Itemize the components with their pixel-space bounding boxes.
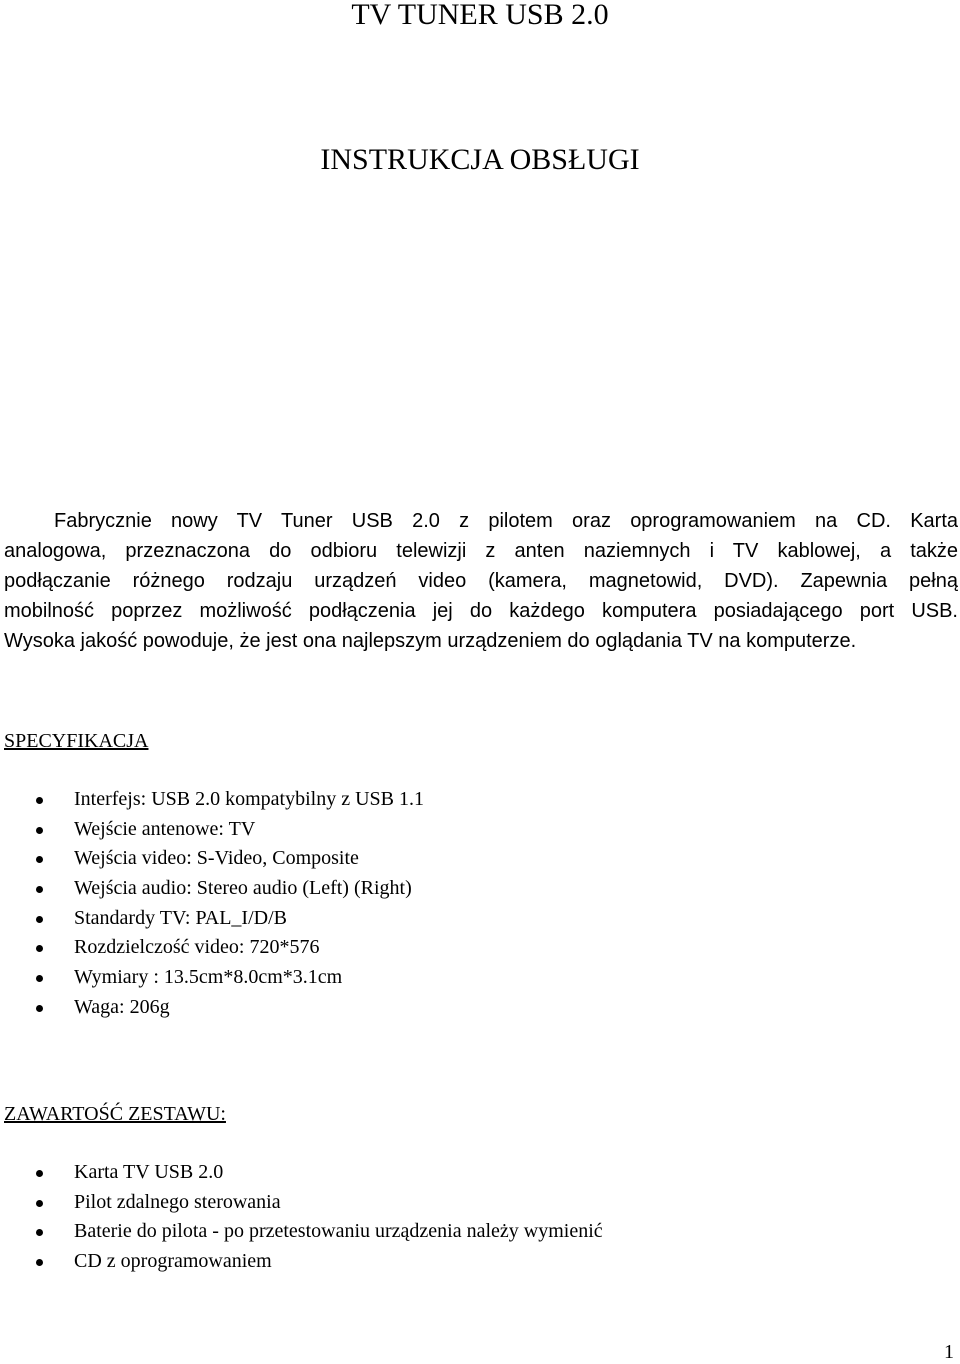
bullet-icon xyxy=(36,1005,43,1012)
intro-line: Wysoka jakość powoduje, że jest ona najlepszym urządzeniem do oglądania TV na komputerze. xyxy=(4,630,857,652)
package-contents-heading: ZAWARTOŚĆ ZESTAWU: xyxy=(4,1103,226,1125)
intro-line: Fabrycznie nowy TV Tuner USB 2.0 z pilotem oraz oprogramowaniem na CD. Karta xyxy=(54,510,958,532)
list-item-text: Wymiary : 13.5cm*8.0cm*3.1cm xyxy=(74,966,343,989)
list-item-text: Karta TV USB 2.0 xyxy=(74,1161,224,1183)
list-item-text: Waga: 206g xyxy=(74,995,170,1018)
document-title: TV TUNER USB 2.0 xyxy=(351,0,609,31)
bullet-icon xyxy=(36,945,43,952)
bullet-icon xyxy=(36,916,43,923)
list-item-text: Standardy TV: PAL_I/D/B xyxy=(74,906,287,929)
list-item-text: Baterie do pilota - po przetestowaniu urządzenia należy wymienić xyxy=(74,1220,603,1243)
list-item-text: CD z oprogramowaniem xyxy=(74,1250,272,1273)
list-item-text: Interfejs: USB 2.0 kompatybilny z USB 1.1 xyxy=(74,788,424,810)
list-item-text: Wejścia video: S-Video, Composite xyxy=(74,847,359,870)
list-item-text: Wejście antenowe: TV xyxy=(74,817,256,840)
document-subtitle: INSTRUKCJA OBSŁUGI xyxy=(320,143,640,176)
specification-heading: SPECYFIKACJA xyxy=(4,730,149,752)
intro-line: mobilność poprzez możliwość podłączenia jej do każdego komputera posiadającego port USB. xyxy=(4,600,958,622)
bullet-icon xyxy=(36,886,43,893)
list-item-text: Rozdzielczość video: 720*576 xyxy=(74,936,320,959)
intro-line: analogowa, przeznaczona do odbioru telewizji z anten naziemnych i TV kablowej, a także xyxy=(4,540,958,562)
bullet-icon xyxy=(36,1229,43,1236)
intro-paragraph xyxy=(4,506,958,656)
bullet-icon xyxy=(36,975,43,982)
list-item-text: Wejścia audio: Stereo audio (Left) (Right) xyxy=(74,877,412,900)
bullet-icon xyxy=(36,827,43,834)
bullet-icon xyxy=(36,797,43,804)
list-item-text: Pilot zdalnego sterowania xyxy=(74,1190,281,1213)
bullet-icon xyxy=(36,1200,43,1207)
bullet-icon xyxy=(36,1259,43,1266)
intro-line: podłączanie różnego rodzaju urządzeń video (kamera, magnetowid, DVD). Zapewnia pełną xyxy=(4,570,958,592)
bullet-icon xyxy=(36,1170,43,1177)
page-number: 1 xyxy=(944,1341,954,1363)
bullet-icon xyxy=(36,856,43,863)
